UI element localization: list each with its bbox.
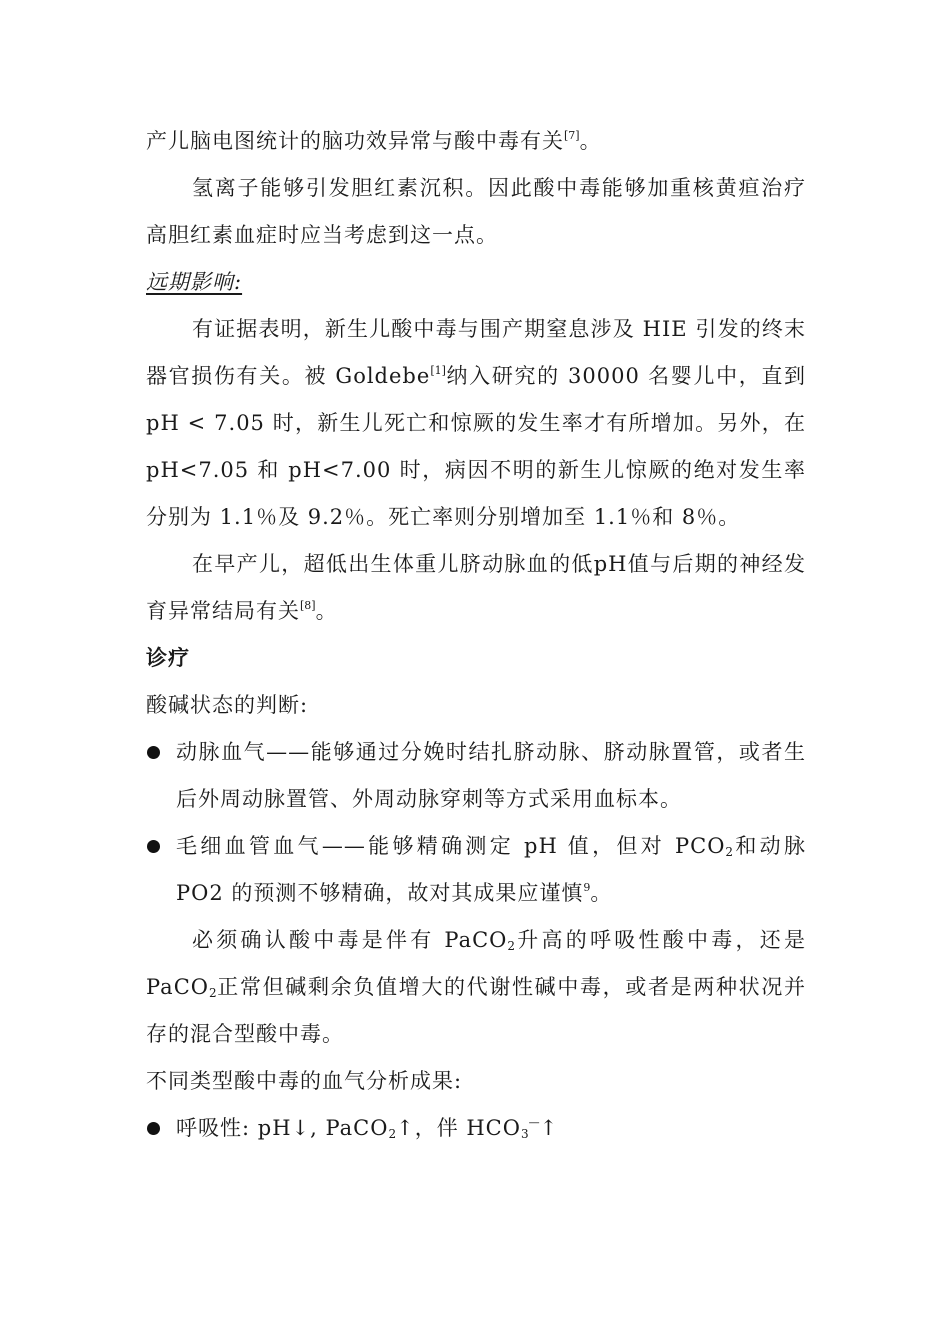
text: 。 [315, 599, 338, 623]
subscript: 2 [388, 1127, 397, 1141]
text: 必须确认酸中毒是伴有 PaCO [192, 928, 508, 952]
citation-1: [1] [430, 364, 446, 377]
citation-9: 9 [583, 881, 591, 894]
citation-8: [8] [300, 599, 316, 612]
text: 毛细血管血气——能够精确测定 pH 值，但对 PCO [176, 834, 726, 858]
section-label: 远期影响: [146, 270, 243, 294]
bullet-dot-icon [147, 1122, 160, 1135]
text: 。 [590, 881, 613, 905]
text: 和动脉 PO2 的预测不够精确，故对其成果应谨慎 [176, 834, 806, 905]
heading-diagnosis: 诊疗 [146, 646, 190, 670]
subscript: 2 [725, 845, 734, 859]
paragraph-acid-base: 酸碱状态的判断: [146, 693, 309, 717]
bullet-arterial-gas [146, 729, 806, 823]
superscript: — [528, 1116, 540, 1129]
paragraph-eeg [146, 118, 806, 165]
subscript: 3 [520, 1127, 529, 1141]
text: 呼吸性: pH↓, PaCO [176, 1116, 389, 1140]
text: 纳入研究的 30000 名婴儿中，直到 pH < 7.05 时，新生儿死亡和惊厥的发生率才有所增加。另外，在 pH<7.05 和 pH<7.00 时，病因不明的新生儿惊厥的绝对发生率分别为 1.1％及 9.2％。死亡率则分别增加至 1.1％和 8％。 [146, 364, 807, 529]
paragraph-bilirubin: 氢离子能够引发胆红素沉积。因此酸中毒能够加重核黄疸治疗高胆红素血症时应当考虑到这一点。 [146, 176, 806, 247]
text: ↑，伴 HCO [396, 1116, 521, 1140]
paragraph-types: 不同类型酸中毒的血气分析成果: [146, 1069, 463, 1093]
bullet-dot-icon [147, 840, 160, 853]
bullet-dot-icon [147, 746, 160, 759]
text: ↑ [539, 1116, 559, 1140]
subscript: 2 [507, 939, 516, 953]
bullet-respiratory [146, 1105, 806, 1152]
bullet-capillary-gas [146, 823, 806, 917]
paragraph-confirm [146, 917, 806, 1058]
citation-7: [7] [564, 129, 580, 142]
subscript: 2 [209, 986, 217, 1000]
text: 。 [579, 129, 602, 153]
text: 在早产儿，超低出生体重儿脐动脉血的低pH值与后期的神经发育异常结局有关 [146, 552, 806, 623]
section-title-long-term [146, 259, 806, 306]
text: 升高的呼吸性酸中毒，还是 PaCO [146, 928, 806, 999]
paragraph-preterm [146, 541, 806, 635]
document-body [146, 118, 806, 1152]
paragraph-evidence [146, 306, 806, 541]
text: 有证据表明，新生儿酸中毒与围产期窒息涉及 HIE 引发的终末器官损伤有关。被 Goldebe [146, 317, 806, 388]
text: 正常但碱剩余负值增大的代谢性碱中毒，或者是两种状况并存的混合型酸中毒。 [146, 975, 806, 1046]
text: 产儿脑电图统计的脑功效异常与酸中毒有关 [146, 129, 564, 153]
text: 动脉血气——能够通过分娩时结扎脐动脉、脐动脉置管，或者生后外周动脉置管、外周动脉穿刺等方式采用血标本。 [176, 740, 806, 811]
